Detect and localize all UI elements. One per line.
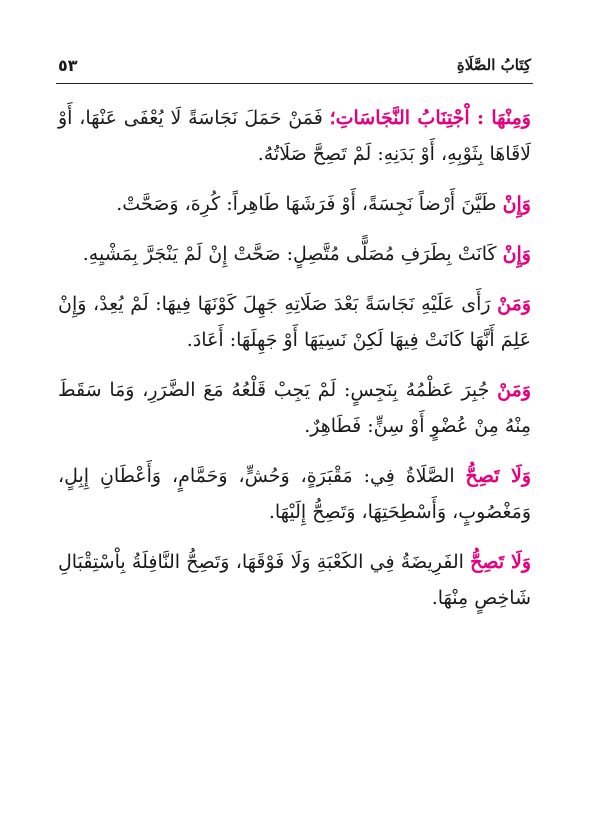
header-divider (56, 83, 533, 84)
paragraph-keyword: وَلَا تَصِحُّ (470, 551, 531, 573)
paragraph-keyword: وَمَنْ (497, 379, 531, 401)
paragraph-keyword: وَإِنْ (502, 193, 531, 215)
paragraph-text: الصَّلَاةُ فِي: مَقْبَرَةٍ، وَحُشٍّ، وَحَمَّامٍ، وَأَعْطَانِ إِبِلٍ، وَمَغْصُوبٍ، وَأَسْطِحَتِهَا، وَتَصِحُّ إِلَيْهَا. (58, 465, 531, 523)
paragraph-keyword: وَإِنْ (502, 243, 531, 265)
paragraph-keyword: وَمَنْ (497, 293, 531, 315)
paragraph-text: فَمَنْ حَمَلَ نَجَاسَةً لَا يُعْفَى عَنْهَا، أَوْ لَاقَاهَا بِثَوْبِهِ، أَوْ بَدَنِهِ: لَمْ تَصِحَّ صَلَاتُهُ. (58, 107, 531, 165)
paragraph-bone-setting (58, 372, 531, 444)
paragraph-impurities (58, 100, 531, 172)
paragraph-text: رَأَى عَلَيْهِ نَجَاسَةً بَعْدَ صَلَاتِهِ جَهِلَ كَوْنَهَا فِيهَا: لَمْ يُعِدْ، وَإِنْ عَلِمَ أَنَّهَا كَانَتْ فِيهَا لَكِنْ نَسِيَهَا أَوْ جَهِلَهَا: أَعَادَ. (58, 293, 531, 351)
paragraph-invalid-places (58, 458, 531, 530)
running-title: كِتَابُ الصَّلَاةِ (456, 56, 531, 74)
paragraph-mat-edge (58, 236, 531, 272)
paragraph-text: طَيَّنَ أَرْضاً نَجِسَةً، أَوْ فَرَشَهَا طَاهِراً: كُرِهَ، وَصَحَّتْ. (116, 193, 503, 215)
page-number: ٥٣ (58, 55, 78, 75)
paragraph-text: الفَرِيضَةُ فِي الكَعْبَةِ وَلَا فَوْقَهَا، وَتَصِحُّ النَّافِلَةُ بِاْسْتِقْبَالِ شَاخِصٍ مِنْهَا. (58, 551, 531, 609)
paragraph-kaaba (58, 544, 531, 616)
page-header (58, 50, 531, 80)
paragraph-seen-after-prayer (58, 286, 531, 358)
paragraph-text: كَانَتْ بِطَرَفِ مُصَلًّى مُتَّصِلٍ: صَحَّتْ إِنْ لَمْ يَنْجَرَّ بِمَشْيِهِ. (82, 243, 503, 265)
paragraph-plastered-ground (58, 186, 531, 222)
paragraph-keyword: وَلَا تَصِحُّ (465, 465, 531, 487)
paragraph-keyword: وَمِنْهَا : اْجْتِنَابُ النَّجَاسَاتِ؛ (329, 107, 531, 129)
page-body (58, 100, 531, 630)
paragraph-text: جُبِرَ عَظْمُهُ بِنَجِسٍ: لَمْ يَجِبْ قَلْعُهُ مَعَ الضَّرَرِ، وَمَا سَقَطَ مِنْهُ مِنْ عُضْوٍ أَوْ سِنٍّ: فَطَاهِرٌ. (58, 379, 531, 437)
